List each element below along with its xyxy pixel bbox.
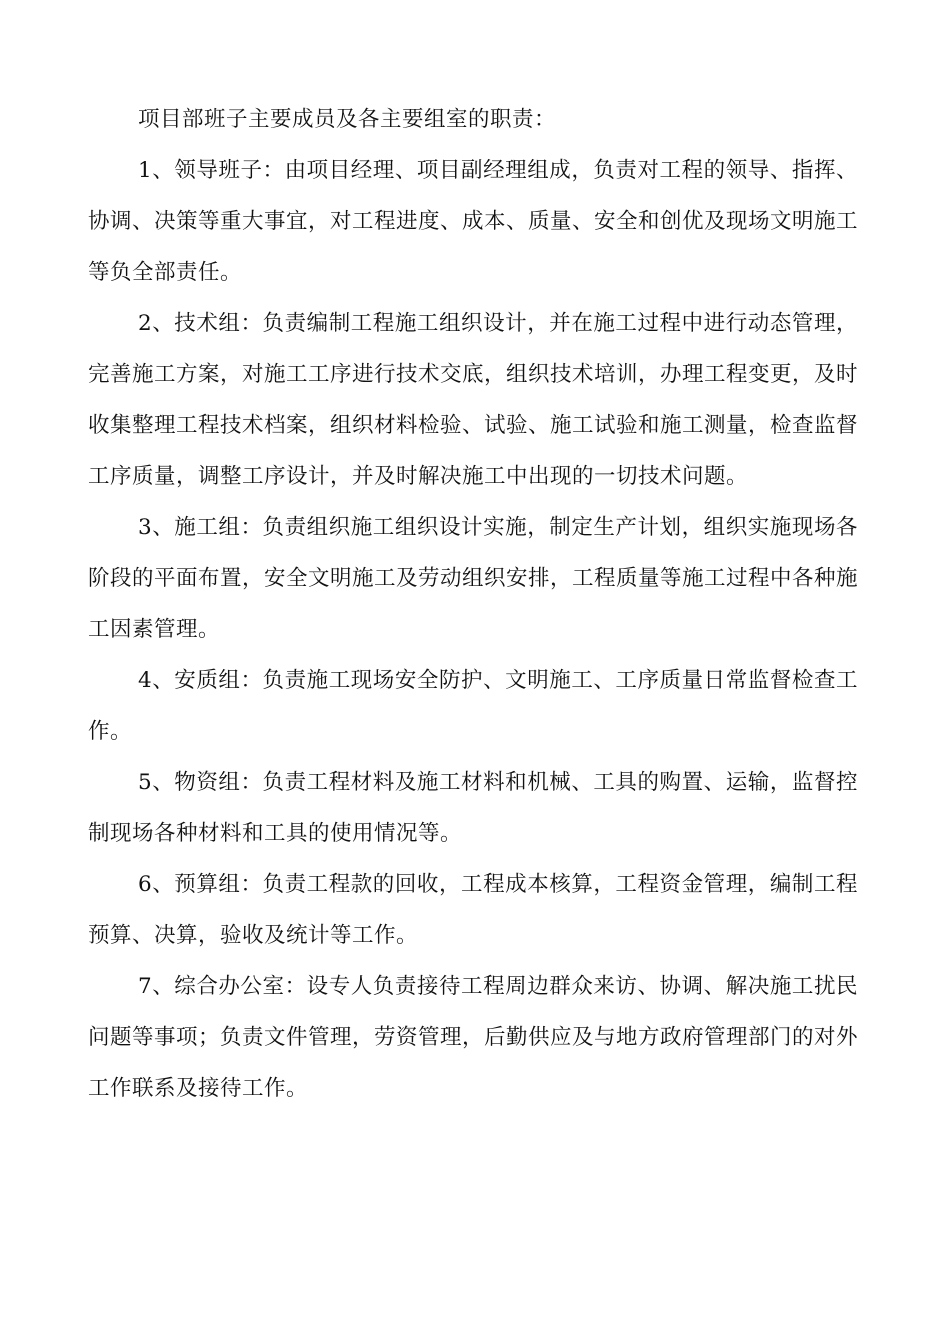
- paragraph-safety-quality-group: 4、安质组：负责施工现场安全防护、文明施工、工序质量日常监督检查工作。: [88, 668, 858, 744]
- paragraph-leadership: 1、领导班子：由项目经理、项目副经理组成，负责对工程的领导、指挥、协调、决策等重大事宜，对工程进度、成本、质量、安全和创优及现场文明施工等负全部责任。: [88, 158, 859, 285]
- document-heading: 项目部班子主要成员及各主要组室的职责：: [138, 107, 557, 132]
- paragraph-budget-group: 6、预算组：负责工程款的回收，工程成本核算，工程资金管理，编制工程预算、决算，验收及统计等工作。: [88, 872, 858, 948]
- paragraph-construction-group: 3、施工组：负责组织施工组织设计实施，制定生产计划，组织实施现场各阶段的平面布置，安全文明施工及劳动组织安排，工程质量等施工过程中各种施工因素管理。: [88, 515, 859, 642]
- paragraph-technical-group: 2、技术组：负责编制工程施工组织设计，并在施工过程中进行动态管理，完善施工方案，对施工工序进行技术交底，组织技术培训，办理工程变更，及时收集整理工程技术档案，组织材料检验、试验、施工试验和施工测量，检查监督工序质量，调整工序设计，并及时解决施工中出现的一切技术问题。: [88, 311, 859, 489]
- paragraph-general-office: 7、综合办公室：设专人负责接待工程周边群众来访、协调、解决施工扰民问题等事项；负责文件管理，劳资管理，后勤供应及与地方政府管理部门的对外工作联系及接待工作。: [88, 974, 859, 1101]
- document-body: [88, 94, 858, 1114]
- paragraph-materials-group: 5、物资组：负责工程材料及施工材料和机械、工具的购置、运输，监督控制现场各种材料和工具的使用情况等。: [88, 770, 858, 846]
